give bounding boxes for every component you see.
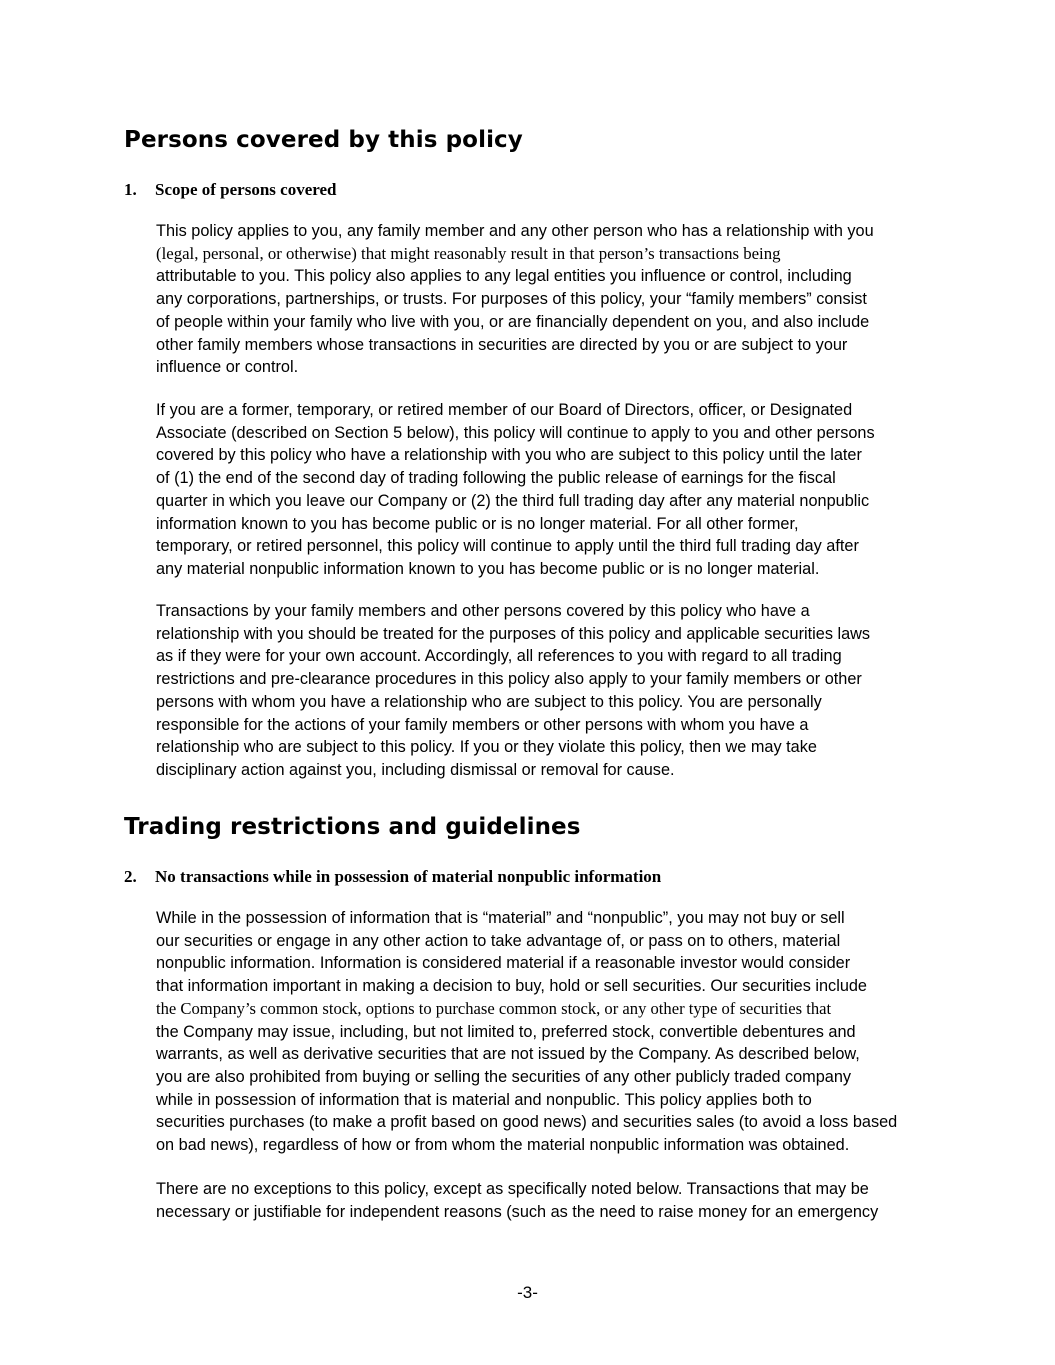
text-line: as if they were for your own account. Accordingly, all references to you with regard to all trading [156, 647, 842, 666]
text-line: that information important in making a decision to buy, hold or sell securities. Our securities include [156, 977, 867, 996]
text-line: information known to you has become public or is no longer material. For all other former, [156, 514, 799, 533]
section-heading-trading-restrictions: Trading restrictions and guidelines [124, 814, 581, 840]
paragraph-scope-2 [156, 399, 931, 581]
text-line: restrictions and pre-clearance procedures in this policy also apply to your family members or other [156, 670, 862, 689]
text-line: warrants, as well as derivative securities that are not issued by the Company. As described below, [156, 1045, 860, 1064]
text-line: responsible for the actions of your family members or other persons with whom you have a [156, 715, 809, 734]
text-line: temporary, or retired personnel, this policy will continue to apply until the third full trading day after [156, 537, 859, 556]
page-number: -3- [517, 1283, 538, 1302]
text-line: This policy applies to you, any family member and any other person who has a relationship with you [156, 222, 874, 240]
paragraph-no-transactions-1 [156, 907, 931, 1157]
subsection-number: 2. [124, 867, 137, 886]
text-line: Associate (described on Section 5 below), this policy will continue to apply to you and other persons [156, 423, 875, 442]
text-line: relationship who are subject to this policy. If you or they violate this policy, then we may take [156, 738, 817, 757]
subsection-title-scope [124, 180, 336, 200]
text-line: of (1) the end of the second day of trading following the public release of earnings for the fiscal [156, 469, 836, 488]
text-line: covered by this policy who have a relationship with you who are subject to this policy until the later [156, 446, 862, 465]
text-line: There are no exceptions to this policy, except as specifically noted below. Transactions that may be [156, 1180, 869, 1198]
subsection-number: 1. [124, 180, 137, 199]
text-line: any corporations, partnerships, or trusts. For purposes of this policy, your “family members” consist [156, 290, 867, 309]
paragraph-scope-1 [156, 220, 931, 379]
text-line: of people within your family who live with you, or are financially dependent on you, and also include [156, 312, 870, 331]
text-line: securities purchases (to make a profit based on good news) and securities sales (to avoid a loss based [156, 1113, 898, 1132]
paragraph-scope-3 [156, 600, 931, 782]
section-heading-persons-covered: Persons covered by this policy [124, 127, 523, 153]
text-line: other family members whose transactions in securities are directed by you or are subject to your [156, 335, 848, 354]
text-line: attributable to you. This policy also applies to any legal entities you influence or control, including [156, 267, 852, 286]
text-line: While in the possession of information that is “material” and “nonpublic”, you may not buy or sell [156, 909, 845, 927]
text-line: any material nonpublic information known to you has become public or is no longer material. [156, 559, 820, 578]
text-line: disciplinary action against you, including dismissal or removal for cause. [156, 760, 675, 779]
text-line: Transactions by your family members and other persons covered by this policy who have a [156, 602, 810, 620]
subsection-title-text: Scope of persons covered [155, 180, 337, 199]
text-line: persons with whom you have a relationship who are subject to this policy. You are personally [156, 692, 822, 711]
text-line: on bad news), regardless of how or from whom the material nonpublic information was obtained. [156, 1136, 850, 1155]
text-line: our securities or engage in any other action to take advantage of, or pass on to others, material [156, 931, 841, 950]
text-line: the Company’s common stock, options to purchase common stock, or any other type of securities that [156, 998, 832, 1018]
text-line: nonpublic information. Information is considered material if a reasonable investor would consider [156, 954, 851, 973]
paragraph-no-transactions-2 [156, 1178, 931, 1223]
text-line: If you are a former, temporary, or retired member of our Board of Directors, officer, or Designated [156, 401, 853, 419]
text-line: the Company may issue, including, but not limited to, preferred stock, convertible debentures and [156, 1022, 856, 1041]
text-line: (legal, personal, or otherwise) that might reasonably result in that person’s transactions being [156, 243, 781, 263]
text-line: influence or control. [156, 358, 299, 377]
subsection-title-text: No transactions while in possession of material nonpublic information [155, 867, 662, 886]
text-line: you are also prohibited from buying or selling the securities of any other publicly traded company [156, 1067, 852, 1086]
subsection-title-no-transactions [124, 867, 661, 887]
text-line: while in possession of information that is material and nonpublic. This policy applies both to [156, 1090, 812, 1109]
text-line: relationship with you should be treated for the purposes of this policy and applicable securities laws [156, 624, 871, 643]
text-line: quarter in which you leave our Company or (2) the third full trading day after any material nonpublic [156, 491, 870, 510]
text-line: necessary or justifiable for independent reasons (such as the need to raise money for an emergency [156, 1202, 879, 1221]
